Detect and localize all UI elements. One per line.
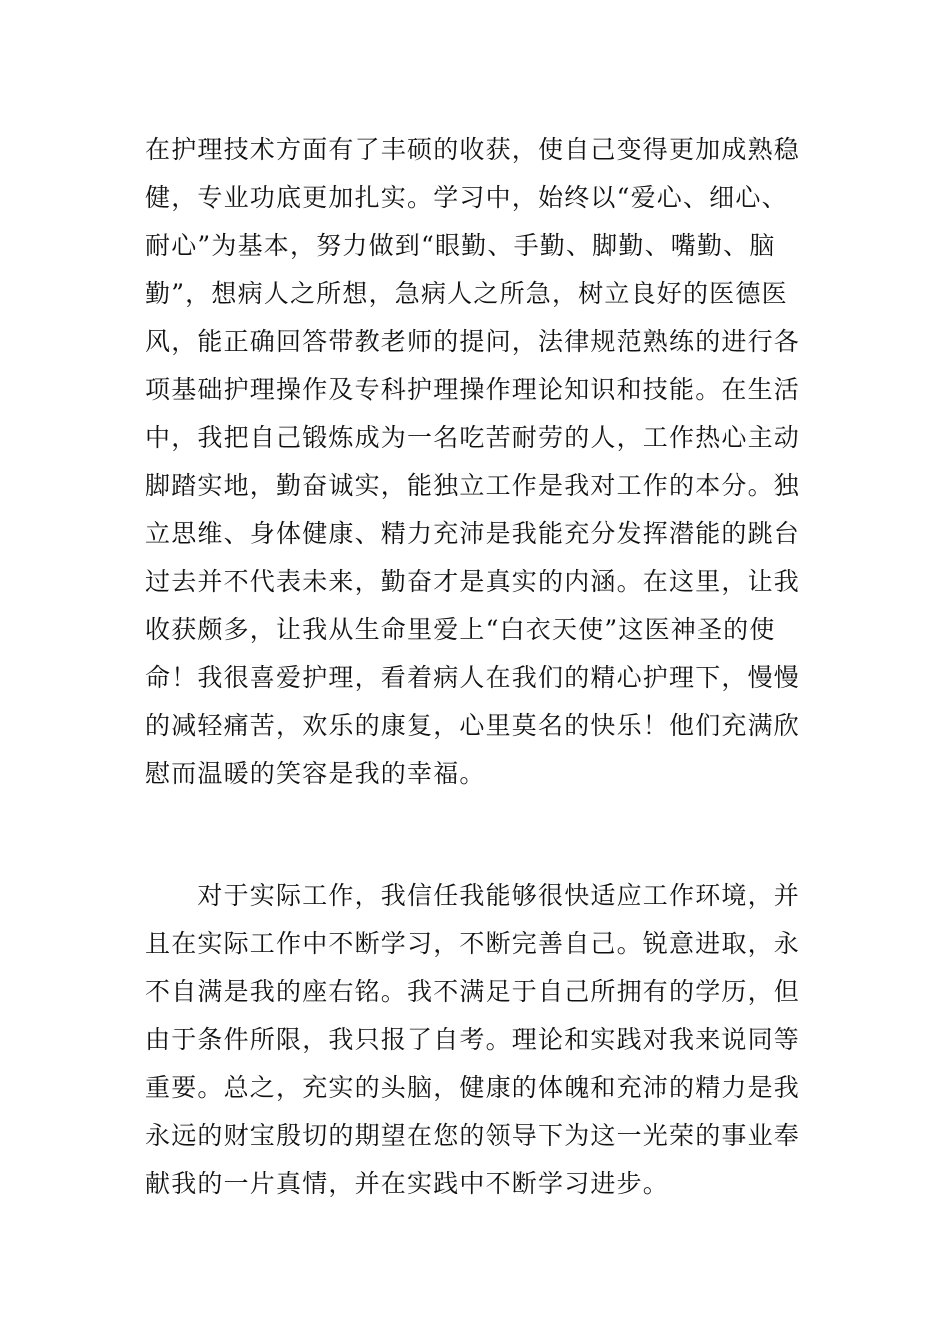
text-line: 慰而温暖的笑容是我的幸福。 xyxy=(145,759,486,788)
text-line: 立思维、身体健康、精力充沛是我能充分发挥潜能的跳台 xyxy=(145,519,801,548)
text-line: 命！我很喜爱护理，看着病人在我们的精心护理下，慢慢 xyxy=(145,663,801,692)
text-line: 收获颇多，让我从生命里爱上“白衣天使”这医神圣的使 xyxy=(145,615,776,644)
text-line: 耐心”为基本，努力做到“眼勤、手勤、脚勤、嘴勤、脑 xyxy=(145,231,776,260)
text-line: 中，我把自己锻炼成为一名吃苦耐劳的人，工作热心主动 xyxy=(145,423,801,452)
text-line: 脚踏实地，勤奋诚实，能独立工作是我对工作的本分。独 xyxy=(145,471,801,500)
text-line: 项基础护理操作及专科护理操作理论知识和技能。在生活 xyxy=(145,375,801,404)
text-line: 不自满是我的座右铭。我不满足于自己所拥有的学历，但 xyxy=(145,977,801,1006)
text-line: 永远的财宝殷切的期望在您的领导下为这一光荣的事业奉 xyxy=(145,1121,801,1150)
text-line: 且在实际工作中不断学习，不断完善自己。锐意进取，永 xyxy=(145,929,801,958)
text-line: 勤”，想病人之所想，急病人之所急，树立良好的医德医 xyxy=(145,279,788,308)
paragraph-2 xyxy=(145,872,825,1208)
text-line: 对于实际工作，我信任我能够很快适应工作环境，并 xyxy=(145,881,801,910)
text-line: 健，专业功底更加扎实。学习中，始终以“爱心、细心、 xyxy=(145,183,788,212)
text-line: 过去并不代表未来，勤奋才是真实的内涵。在这里，让我 xyxy=(145,567,801,596)
text-line: 由于条件所限，我只报了自考。理论和实践对我来说同等 xyxy=(145,1025,801,1054)
text-line: 在护理技术方面有了丰硕的收获，使自己变得更加成熟稳 xyxy=(145,135,801,164)
text-line: 风，能正确回答带教老师的提问，法律规范熟练的进行各 xyxy=(145,327,801,356)
text-line: 献我的一片真情，并在实践中不断学习进步。 xyxy=(145,1169,670,1198)
text-line: 的减轻痛苦，欢乐的康复，心里莫名的快乐！他们充满欣 xyxy=(145,711,801,740)
text-line: 重要。总之，充实的头脑，健康的体魄和充沛的精力是我 xyxy=(145,1073,801,1102)
paragraph-1 xyxy=(145,126,825,798)
